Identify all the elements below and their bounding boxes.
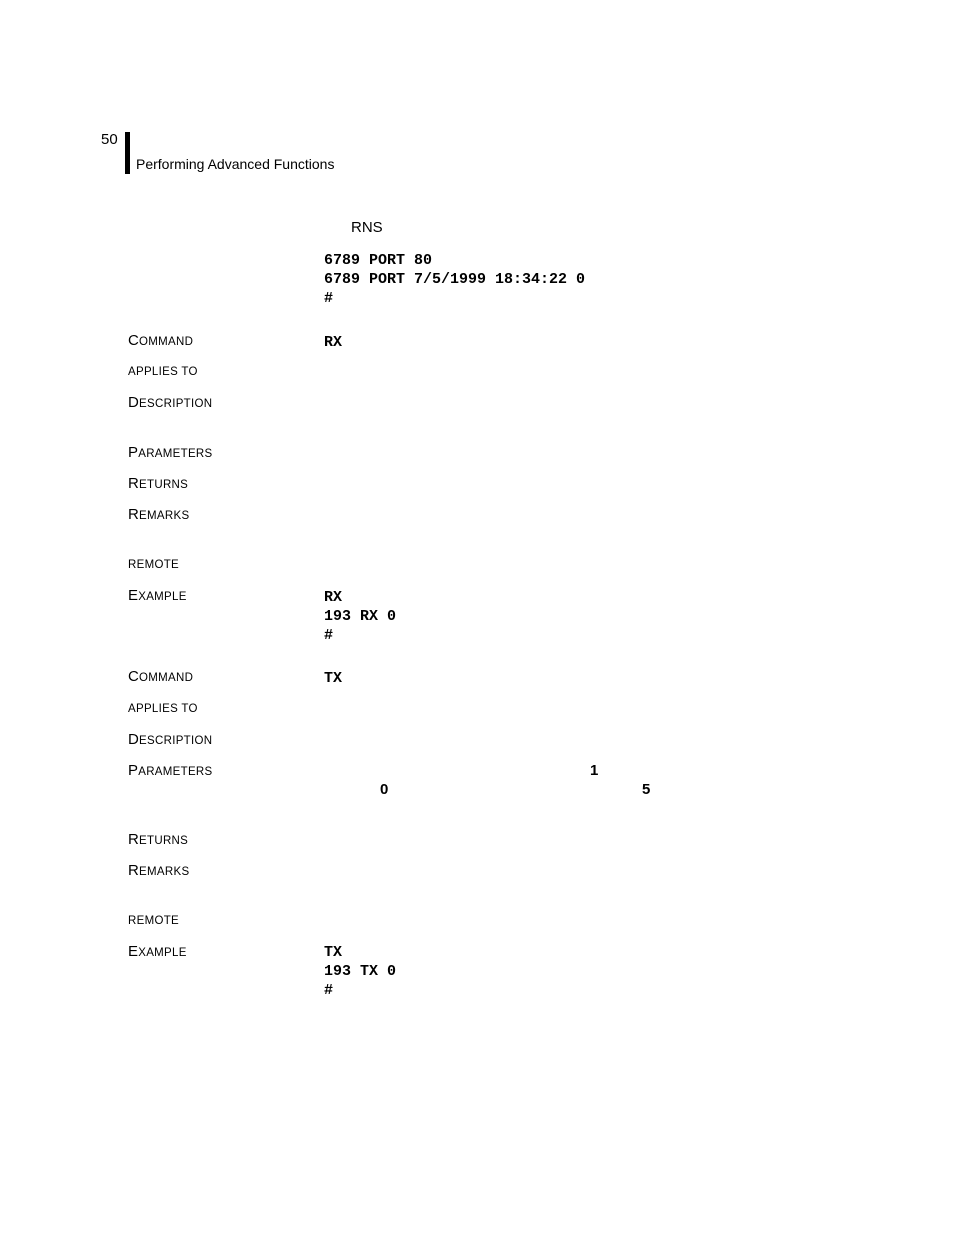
tx-remarks-label: REMARKS <box>128 862 190 879</box>
rx-example-line-3: # <box>324 627 334 644</box>
tx-param-value-1: 1 <box>590 762 599 779</box>
rx-remote-label: REMOTE <box>128 559 179 571</box>
tx-returns-label: RETURNS <box>128 831 189 848</box>
rx-example-line-1: RX <box>324 589 343 606</box>
tx-applies-label: APPLIES TO <box>128 703 198 715</box>
header-bar <box>125 132 130 174</box>
tx-example-label: EXAMPLE <box>128 943 187 960</box>
rx-description-label: DESCRIPTION <box>128 394 213 411</box>
rx-command-label: COMMAND <box>128 332 194 349</box>
tx-example-line-1: TX <box>324 944 343 961</box>
tx-param-value-5: 5 <box>642 781 651 798</box>
code-line-1: 6789 PORT 80 <box>324 252 433 269</box>
tx-description-label: DESCRIPTION <box>128 731 213 748</box>
tx-command-value: TX <box>324 670 343 687</box>
code-line-3: # <box>324 290 334 307</box>
code-line-2: 6789 PORT 7/5/1999 18:34:22 0 <box>324 271 586 288</box>
rns-label: RNS <box>351 219 383 236</box>
rx-parameters-label: PARAMETERS <box>128 444 213 461</box>
rx-returns-label: RETURNS <box>128 475 189 492</box>
rx-command-value: RX <box>324 334 343 351</box>
tx-example-line-3: # <box>324 982 334 999</box>
rx-applies-label: APPLIES TO <box>128 366 198 378</box>
rx-example-label: EXAMPLE <box>128 587 187 604</box>
tx-command-label: COMMAND <box>128 668 194 685</box>
tx-example-line-2: 193 TX 0 <box>324 963 397 980</box>
tx-remote-label: REMOTE <box>128 915 179 927</box>
tx-param-value-0: 0 <box>380 781 389 798</box>
rx-example-line-2: 193 RX 0 <box>324 608 397 625</box>
page-number: 50 <box>101 131 118 148</box>
rx-remarks-label: REMARKS <box>128 506 190 523</box>
tx-parameters-label: PARAMETERS <box>128 762 213 779</box>
running-header: Performing Advanced Functions <box>136 156 335 172</box>
